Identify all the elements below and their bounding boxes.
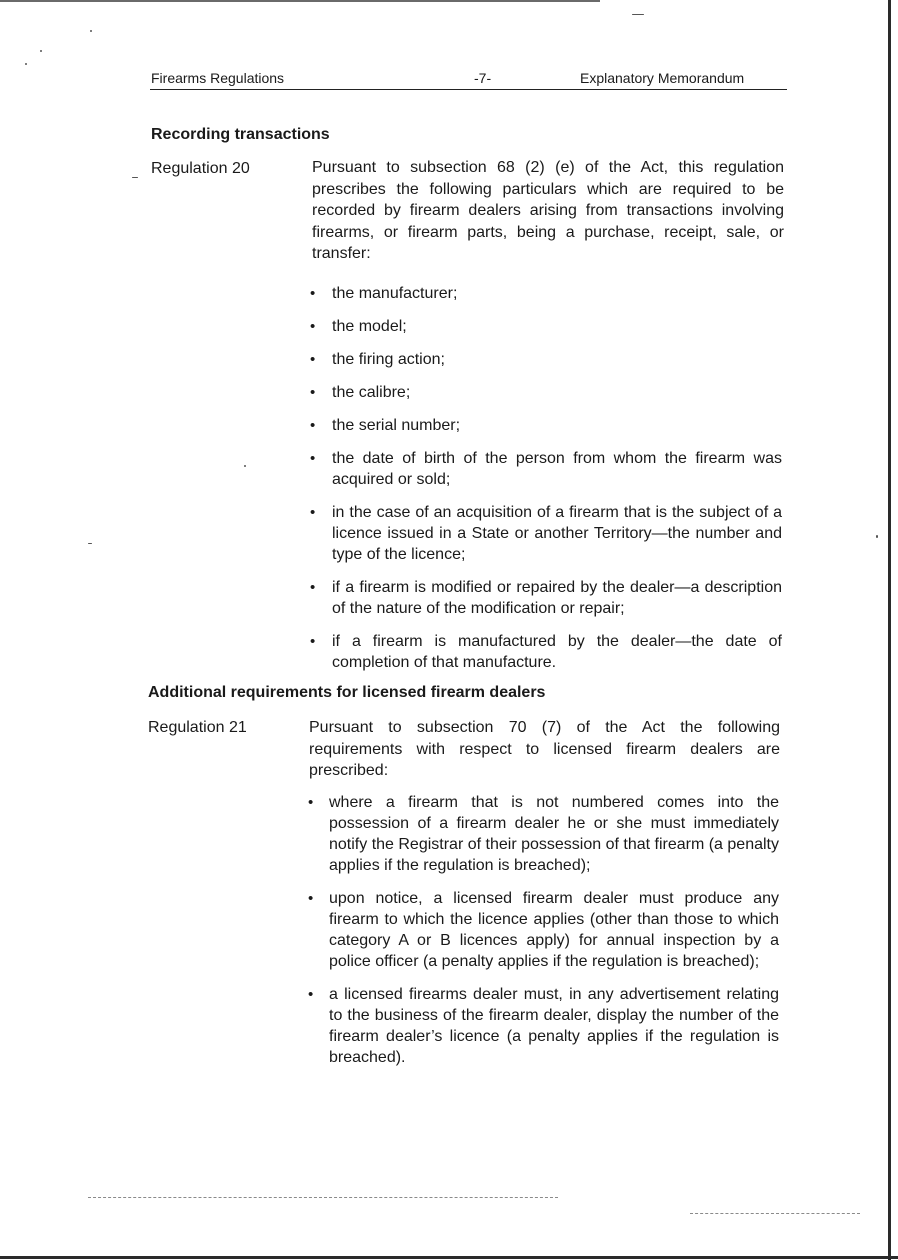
scan-speck [244, 465, 246, 467]
list-item: • if a firearm is modified or repaired by the dealer—a description of the nature of the modification or repair; [310, 577, 782, 619]
scan-edge-bottom [0, 1256, 898, 1259]
list-item: • the manufacturer; [310, 283, 782, 304]
header-subtitle: Explanatory Memorandum [580, 70, 745, 86]
list-item: • the calibre; [310, 382, 782, 403]
regulation-20-intro: Pursuant to subsection 68 (2) (e) of the Act, this regulation prescribes the following particulars which are required to be recorded by firearm dealers arising from transactions involving firearms, or firearm parts, being a purchase, receipt, sale, or transfer: [312, 159, 784, 262]
scan-noise-row [88, 1197, 558, 1199]
regulation-21-intro: Pursuant to subsection 70 (7) of the Act the following requirements with respect to licensed firearm dealers are prescribed: [309, 719, 780, 779]
scan-speck [25, 63, 27, 65]
section-heading-additional-requirements: Additional requirements for licensed firearm dealers [148, 684, 546, 701]
list-item: • the firing action; [310, 349, 782, 370]
regulation-21-requirements-list [308, 792, 779, 1080]
list-item: • in the case of an acquisition of a firearm that is the subject of a licence issued in a State or another Territory—the number and type of the licence; [310, 502, 782, 565]
scan-speck [632, 14, 644, 15]
scan-noise-row [690, 1213, 860, 1215]
header-rule [150, 89, 787, 90]
scan-edge-top [0, 0, 600, 2]
scan-edge-right [888, 0, 891, 1260]
list-item: • if a firearm is manufactured by the dealer—the date of completion of that manufacture. [310, 631, 782, 673]
list-item: • the model; [310, 316, 782, 337]
scan-speck [88, 543, 92, 544]
scan-speck [132, 177, 138, 178]
scan-speck [876, 535, 878, 538]
list-item: • the date of birth of the person from whom the firearm was acquired or sold; [310, 448, 782, 490]
page-number: -7- [474, 70, 492, 86]
regulation-21-label: Regulation 21 [148, 719, 247, 736]
regulation-20-label: Regulation 20 [151, 160, 250, 177]
list-item: • upon notice, a licensed firearm dealer must produce any firearm to which the licence applies (other than those to which category A or B licences apply) for annual inspection by a police officer (a penalty applies if the regulation is breached); [308, 888, 779, 972]
list-item: • the serial number; [310, 415, 782, 436]
list-item: • a licensed firearms dealer must, in any advertisement relating to the business of the firearm dealer, display the number of the firearm dealer’s licence (a penalty applies if the regulation is breached). [308, 984, 779, 1068]
list-item: • where a firearm that is not numbered comes into the possession of a firearm dealer he or she must immediately notify the Registrar of their possession of that firearm (a penalty applies if the regulation is breached); [308, 792, 779, 876]
scan-speck [90, 30, 92, 32]
header-title: Firearms Regulations [151, 70, 285, 86]
section-heading-recording-transactions: Recording transactions [151, 126, 330, 143]
scan-speck [40, 50, 42, 52]
regulation-20-particulars-list [310, 283, 782, 685]
